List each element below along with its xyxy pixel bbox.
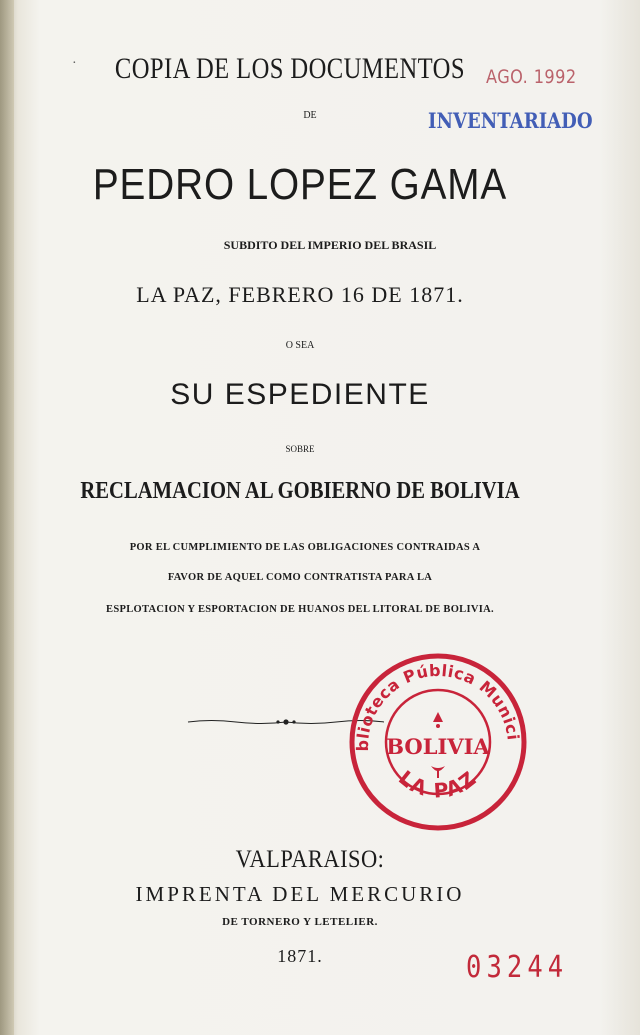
- title-line-copia: COPIA DE LOS DOCUMENTOS: [114, 52, 465, 85]
- ink-speck: ·: [72, 56, 77, 71]
- catalog-number-stamp: 03244: [466, 950, 569, 985]
- imprint-press: IMPRENTA DEL MERCURIO: [135, 882, 465, 906]
- reclamacion-heading: RECLAMACION AL GOBIERNO DE BOLIVIA: [80, 478, 520, 504]
- seal-center-text: BOLIVIA: [386, 734, 490, 759]
- place-date-line: LA PAZ, FEBRERO 16 DE 1871.: [136, 282, 464, 307]
- o-sea-line: O SEA: [285, 340, 315, 351]
- imprint-city: VALPARAISO:: [235, 846, 385, 873]
- description-line-3: ESPLOTACION Y ESPORTACION DE HUANOS DEL LITORAL DE BOLIVIA.: [106, 604, 494, 615]
- su-espediente-heading: SU ESPEDIENTE: [170, 378, 430, 411]
- description-line-2: FAVOR DE AQUEL COMO CONTRATISTA PARA LA: [167, 572, 433, 583]
- subtitle-subject: SUBDITO DEL IMPERIO DEL BRASIL: [223, 238, 437, 252]
- title-line-de: DE: [303, 110, 317, 121]
- sobre-line: SOBRE: [285, 444, 315, 454]
- title-name: PEDRO LOPEZ GAMA: [92, 160, 508, 209]
- imprint-year: 1871.: [277, 946, 323, 966]
- date-stamp: AGO. 1992: [486, 66, 577, 88]
- seal-bottom-text: LA PAZ: [394, 765, 482, 803]
- seal-ring-text: blioteca Pública Munici: [352, 660, 523, 752]
- inventory-stamp: INVENTARIADO: [428, 108, 593, 133]
- description-line-1: POR EL CUMPLIMIENTO DE LAS OBLIGACIONES CONTRAIDAS A: [129, 542, 481, 553]
- imprint-printers: DE TORNERO Y LETELIER.: [222, 916, 378, 928]
- book-spine-edge: [0, 0, 14, 1035]
- library-seal: [346, 650, 530, 834]
